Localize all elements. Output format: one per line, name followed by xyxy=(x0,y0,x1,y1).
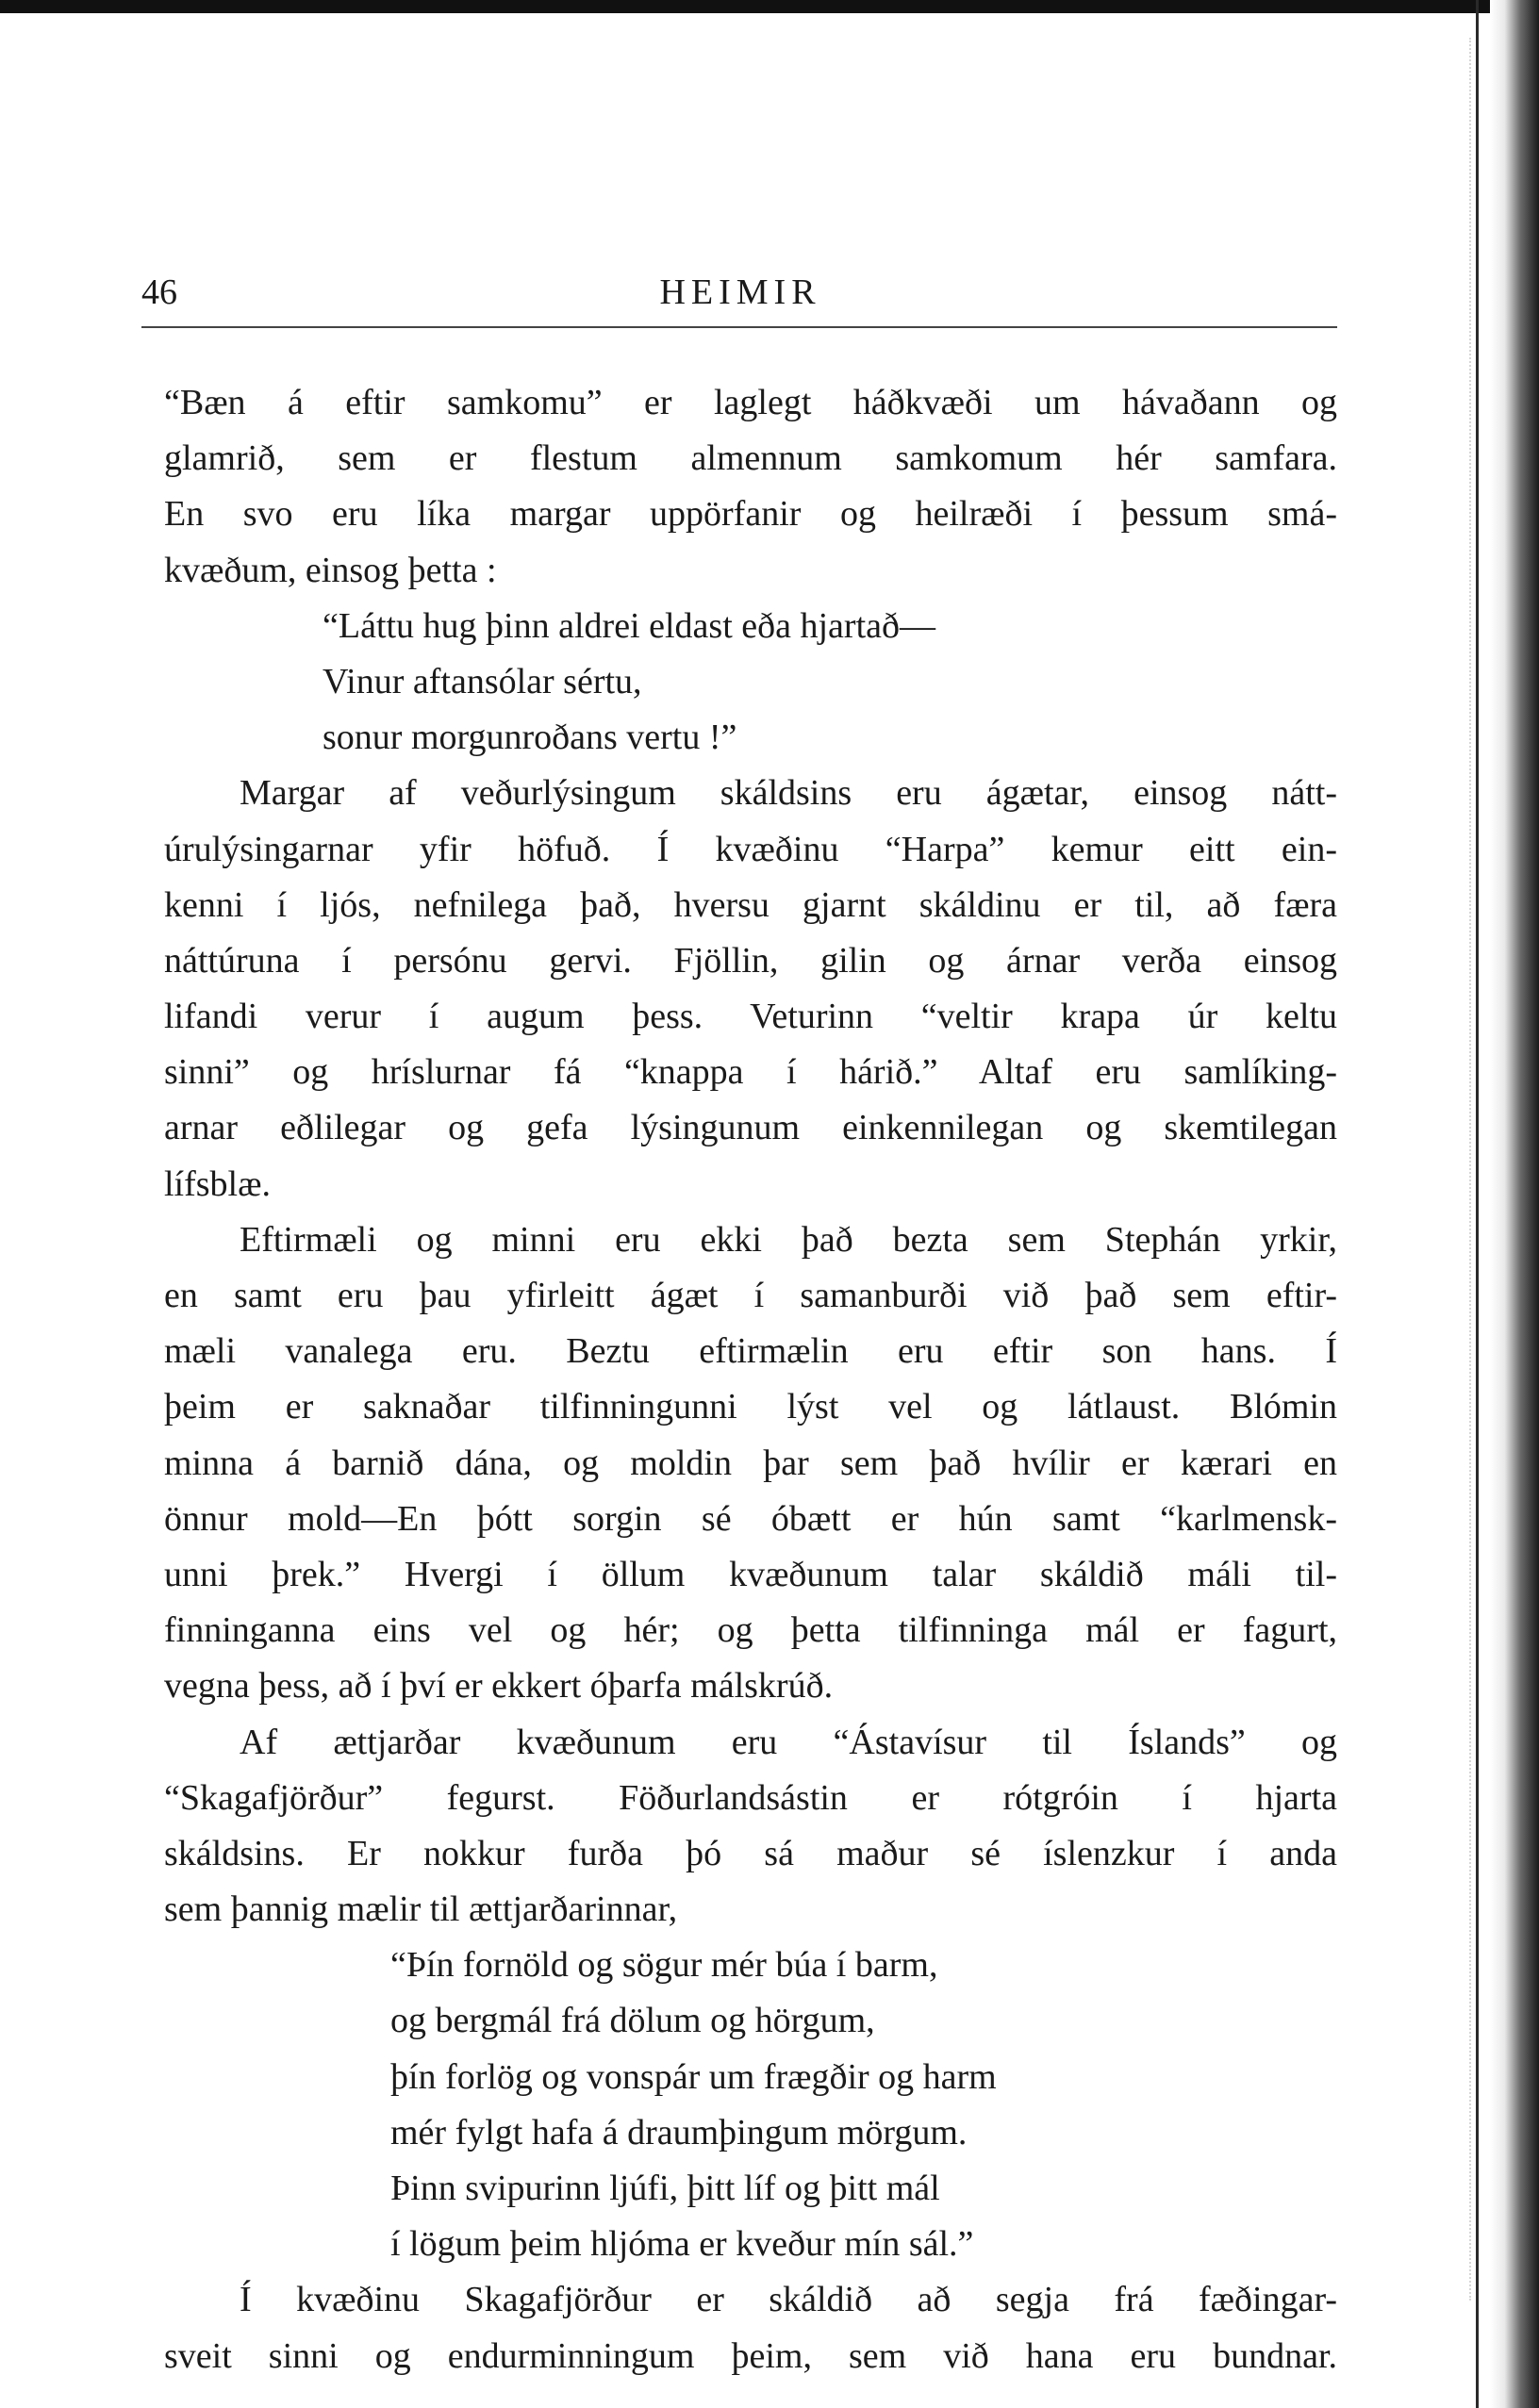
text-line: Í kvæðinu Skagafjörður er skáldið að segja frá fæðingar- xyxy=(240,2280,1337,2320)
verse-line: sonur morgunroðans vertu !” xyxy=(323,717,737,758)
text-line: En svo eru líka margar uppörfanir og heilræði í þessum smá- xyxy=(164,494,1337,535)
verse-line: Þinn svipurinn ljúfi, þitt líf og þitt mál xyxy=(390,2169,940,2208)
scan-binding-line xyxy=(1476,0,1479,2408)
text-line: “Skagafjörður” fegurst. Föðurlandsástin er rótgróin í hjarta xyxy=(164,1777,1337,1818)
text-line: glamrið, sem er flestum almennum samkomum hér samfara. xyxy=(164,438,1337,479)
text-line: þeim er saknaðar tilfinningunni lýst vel og látlaust. Blómin xyxy=(164,1387,1337,1427)
scan-right-binding-shadow xyxy=(1490,0,1539,2408)
running-title: HEIMIR xyxy=(659,272,821,312)
text-line: kenni í ljós, nefnilega það, hversu gjarnt skáldinu er til, að færa xyxy=(164,884,1337,925)
verse-line: “Láttu hug þinn aldrei eldast eða hjartað— xyxy=(323,605,935,646)
text-line: Margar af veðurlýsingum skáldsins eru ágætar, einsog nátt- xyxy=(240,773,1337,814)
text-line: sem þannig mælir til ættjarðarinnar, xyxy=(164,1889,678,1930)
header-rule xyxy=(141,326,1337,328)
page-header xyxy=(141,266,1339,322)
text-line: finninganna eins vel og hér; og þetta tilfinninga mál er fagurt, xyxy=(164,1610,1337,1651)
text-line: lifandi verur í augum þess. Veturinn “veltir krapa úr keltu xyxy=(164,997,1337,1037)
verse-line: og bergmál frá dölum og hörgum, xyxy=(390,2001,875,2041)
text-line: skáldsins. Er nokkur furða þó sá maður sé íslenzkur í anda xyxy=(164,1833,1337,1873)
text-line: en samt eru þau yfirleitt ágæt í samanburði við það sem eftir- xyxy=(164,1276,1337,1315)
text-line: sveit sinni og endurminningum þeim, sem við hana eru bundnar. xyxy=(164,2335,1337,2376)
text-line: arnar eðlilegar og gefa lýsingunum einkennilegan og skemtilegan xyxy=(164,1108,1337,1148)
verse-line: mér fylgt hafa á draumþingum mörgum. xyxy=(390,2112,968,2152)
verse-line: “Þín fornöld og sögur mér búa í barm, xyxy=(390,1945,938,1986)
verse-line: Vinur aftansólar sértu, xyxy=(323,661,642,701)
text-line: kvæðum, einsog þetta : xyxy=(164,550,497,590)
text-line: Af ættjarðar kvæðunum eru “Ástavísur til Íslands” og xyxy=(240,1722,1337,1762)
text-line: Eftirmæli og minni eru ekki það bezta sem Stephán yrkir, xyxy=(240,1219,1337,1260)
text-body xyxy=(164,375,1337,2384)
text-line: úrulýsingarnar yfir höfuð. Í kvæðinu “Harpa” kemur eitt ein- xyxy=(164,829,1337,869)
text-line: “Bæn á eftir samkomu” er laglegt háðkvæði um hávaðann og xyxy=(164,383,1337,422)
verse-line: þín forlög og vonspár um frægðir og harm xyxy=(390,2056,997,2097)
text-line: minna á barnið dána, og moldin þar sem það hvílir er kærari en xyxy=(164,1443,1337,1483)
scan-top-border xyxy=(0,0,1539,13)
text-line: sinni” og hríslurnar fá “knappa í hárið.” Altaf eru samlíking- xyxy=(164,1052,1337,1093)
text-line: vegna þess, að í því er ekkert óþarfa málskrúð. xyxy=(164,1666,834,1707)
text-line: unni þrek.” Hvergi í öllum kvæðunum talar skáldið máli til- xyxy=(164,1554,1337,1594)
text-line: mæli vanalega eru. Beztu eftirmælin eru eftir son hans. Í xyxy=(164,1331,1337,1372)
text-line: lífsblæ. xyxy=(164,1163,271,1204)
text-line: önnur mold—En þótt sorgin sé óbætt er hún samt “karlmensk- xyxy=(164,1498,1337,1539)
verse-line: í lögum þeim hljóma er kveður mín sál.” xyxy=(390,2224,974,2265)
page-number: 46 xyxy=(141,272,177,312)
text-line: náttúruna í persónu gervi. Fjöllin, gilin og árnar verða einsog xyxy=(164,940,1337,981)
